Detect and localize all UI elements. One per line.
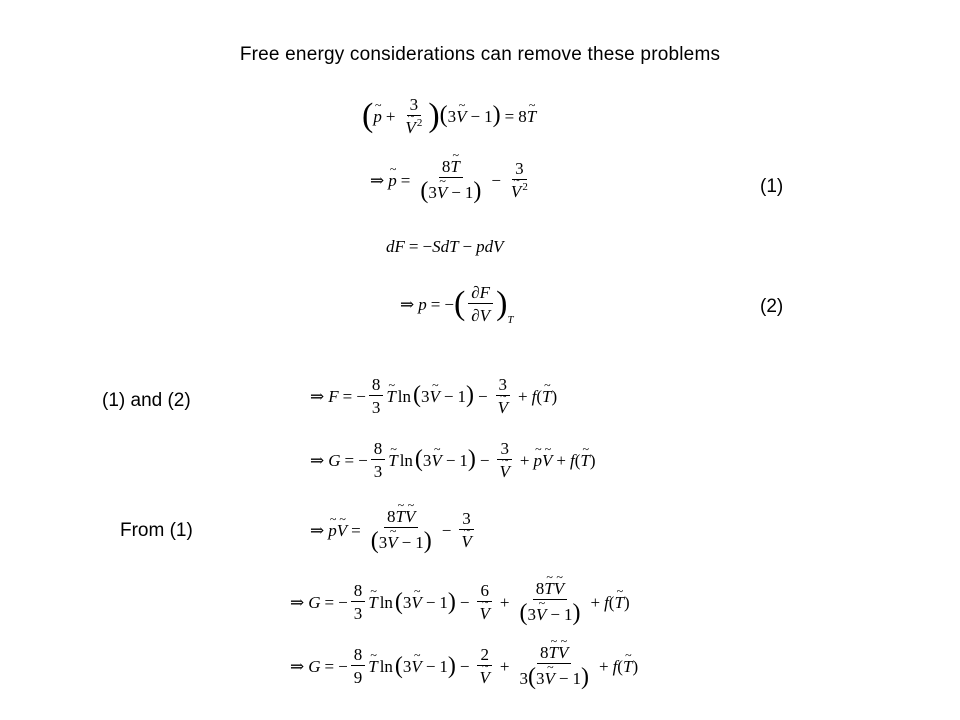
equation-reduced-pressure: ⇒ p ~ = $\frac{8T \sim}{(3V \sim - 1)}$ − $\frac{3}{V \sim^2}$ [366,158,534,203]
equation-label-1: (1) [760,176,784,197]
equation-van-der-waals-reduced: ( p ~ + $\frac{3}{V \sim^2}$ ) ( 3 V ~ − 1 ) = 8 T ~ [362,96,536,136]
slide-title: Free energy considerations can remove these problems [239,44,721,65]
equation-free-energy-differential: dF = − SdT − pdV [386,237,504,256]
equation-gibbs-g-2: ⇒ G = − $\frac{8}{3}$ T ~ ln ( 3 V ~ − 1 ) − $\frac{6}{V}$ ~ + $\frac{8T \sim V \sim}{(3V \sim - 1)}$ + f ( T ~ ) [286,580,630,625]
equation-label-2: (2) [760,296,784,317]
equation-gibbs-g-1: ⇒ G = − $\frac{8}{3}$ T ~ ln ( 3 V ~ − 1 ) − $\frac{3}{V}$ ~ + p ~ V ~ + f ( T ~ ) [306,440,596,480]
equation-free-energy-f: ⇒ F = − $\frac{8}{3}$ T ~ ln ( 3 V ~ − 1 ) − $\frac{3}{V}$ ~ + f ( T ~ ) [306,376,557,416]
label-one-and-two: (1) and (2) [102,390,191,411]
equation-gibbs-g-3: ⇒ G = − $\frac{8}{9}$ T ~ ln ( 3 V ~ − 1 ) − $\frac{2}{V}$ ~ + $\frac{8T \sim V \sim}{3(3V \sim - 1)}$ + f ( T ~ ) [286,644,638,689]
equation-pv-product: ⇒ p ~ V ~ = $\frac{8T \sim V \sim}{(3V \sim - 1)}$ − $\frac{3}{V}$ ~ [306,508,478,553]
equation-pressure-from-free-energy: ⇒ p = − ( $\frac{\partial F}{\partial V}$ ) T [400,283,514,326]
label-from-one: From (1) [120,520,193,541]
